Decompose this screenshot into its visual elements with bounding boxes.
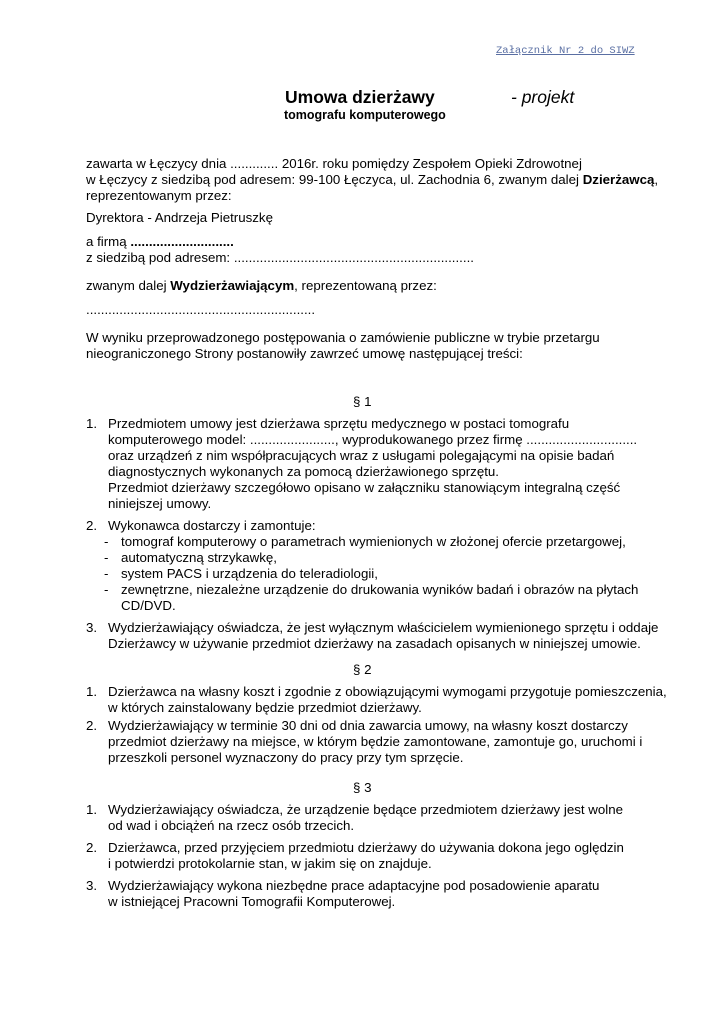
- bullet-dash: -: [104, 582, 109, 597]
- party-lessee: Dzierżawcą: [582, 172, 655, 187]
- party-lessor: Wydzierżawiającym: [170, 278, 295, 293]
- document-title: Umowa dzierżawy: [285, 87, 435, 107]
- paragraph-line: i potwierdzi protokolarnie stan, w jakim się on znajduje.: [108, 856, 432, 871]
- project-label: - projekt: [511, 87, 575, 107]
- document-subtitle: tomografu komputerowego: [284, 108, 446, 122]
- intro-line: reprezentowanym przez:: [86, 188, 232, 203]
- representative: Dyrektora - Andrzeja Pietruszkę: [86, 210, 273, 225]
- section-heading: § 3: [353, 780, 372, 795]
- bullet-dash: -: [104, 534, 109, 549]
- paragraph-line: Wydzierżawiający oświadcza, że urządzenie będące przedmiotem dzierżawy jest wolne: [108, 802, 623, 817]
- called-line: [86, 278, 437, 294]
- item-number: 2.: [86, 718, 98, 733]
- paragraph-line: Wykonawca dostarczy i zamontuje:: [108, 518, 316, 533]
- intro-line: W wyniku przeprowadzonego postępowania o zamówienie publiczne w trybie przetargu: [86, 330, 600, 345]
- intro-text: , reprezentowaną przez:: [294, 278, 437, 293]
- intro-text: w Łęczycy z siedzibą pod adresem: 99-100 Łęczyca, ul. Zachodnia 6, zwanym dalej: [86, 172, 583, 187]
- paragraph-line: komputerowego model: ......................., wyprodukowanego przez firmę ..............................: [108, 432, 638, 447]
- item-number: 1.: [86, 684, 98, 699]
- firm-label: a firmą: [86, 234, 131, 249]
- paragraph-line: Przedmiot dzierżawy szczegółowo opisano w załączniku stanowiącym integralną część: [108, 480, 621, 495]
- firm-placeholder: ............................: [130, 234, 234, 249]
- paragraph-line: oraz urządzeń z nim współpracujących wraz z usługami polegającymi na opisie badań: [108, 448, 615, 463]
- item-number: 2.: [86, 518, 98, 533]
- paragraph-line: przeszkoli personel wyznaczony do pracy przy tym sprzęcie.: [108, 750, 464, 765]
- paragraph-line: Dzierżawcy w używanie przedmiot dzierżawy na zasadach opisanych w niniejszej umowie.: [108, 636, 641, 651]
- list-item: CD/DVD.: [121, 598, 176, 613]
- paragraph-line: Dzierżawca, przed przyjęciem przedmiotu dzierżawy do używania dokona jego oględzin: [108, 840, 624, 855]
- paragraph-line: w istniejącej Pracowni Tomografii Komputerowej.: [108, 894, 396, 909]
- item-number: 2.: [86, 840, 98, 855]
- section-heading: § 2: [353, 662, 372, 677]
- seat-line: z siedzibą pod adresem: .................................................................: [86, 250, 474, 265]
- attachment-label: Załącznik Nr 2 do SIWZ: [496, 45, 635, 57]
- list-item: system PACS i urządzenia do teleradiologii,: [121, 566, 378, 581]
- intro-line: zawarta w Łęczycy dnia ............. 2016r. roku pomiędzy Zespołem Opieki Zdrowotnej: [86, 156, 582, 171]
- paragraph-line: w których zainstalowany będzie przedmiot dzierżawy.: [108, 700, 422, 715]
- paragraph-line: Dzierżawca na własny koszt i zgodnie z obowiązującymi wymogami przygotuje pomieszczenia,: [108, 684, 667, 699]
- paragraph-line: Wydzierżawiający wykona niezbędne prace adaptacyjne pod posadowienie aparatu: [108, 878, 600, 893]
- paragraph-line: niniejszej umowy.: [108, 496, 212, 511]
- bullet-dash: -: [104, 550, 109, 565]
- item-number: 3.: [86, 620, 98, 635]
- item-number: 3.: [86, 878, 98, 893]
- paragraph-line: Wydzierżawiający w terminie 30 dni od dnia zawarcia umowy, na własny koszt dostarczy: [108, 718, 628, 733]
- intro-line: [86, 172, 658, 188]
- rep-placeholder: ..............................................................: [86, 302, 316, 317]
- paragraph-line: diagnostycznych wykonanych za pomocą dzierżawionego sprzętu.: [108, 464, 499, 479]
- item-number: 1.: [86, 802, 98, 817]
- section-heading: § 1: [353, 394, 372, 409]
- paragraph-line: Przedmiotem umowy jest dzierżawa sprzętu medycznego w postaci tomografu: [108, 416, 570, 431]
- paragraph-line: Wydzierżawiający oświadcza, że jest wyłącznym właścicielem wymienionego sprzętu i oddaje: [108, 620, 659, 635]
- list-item: automatyczną strzykawkę,: [121, 550, 277, 565]
- firm-line: [86, 234, 234, 250]
- paragraph-line: od wad i obciążeń na rzecz osób trzecich.: [108, 818, 355, 833]
- list-item: tomograf komputerowy o parametrach wymienionych w złożonej ofercie przetargowej,: [121, 534, 626, 549]
- list-item: zewnętrzne, niezależne urządzenie do drukowania wyników badań i obrazów na płytach: [121, 582, 639, 597]
- paragraph-line: przedmiot dzierżawy na miejsce, w którym będzie zamontowane, zamontuje go, uruchomi i: [108, 734, 643, 749]
- intro-line: nieograniczonego Strony postanowiły zawrzeć umowę następującej treści:: [86, 346, 523, 361]
- intro-text: zwanym dalej: [86, 278, 171, 293]
- intro-text: ,: [654, 172, 659, 187]
- item-number: 1.: [86, 416, 98, 431]
- bullet-dash: -: [104, 566, 109, 581]
